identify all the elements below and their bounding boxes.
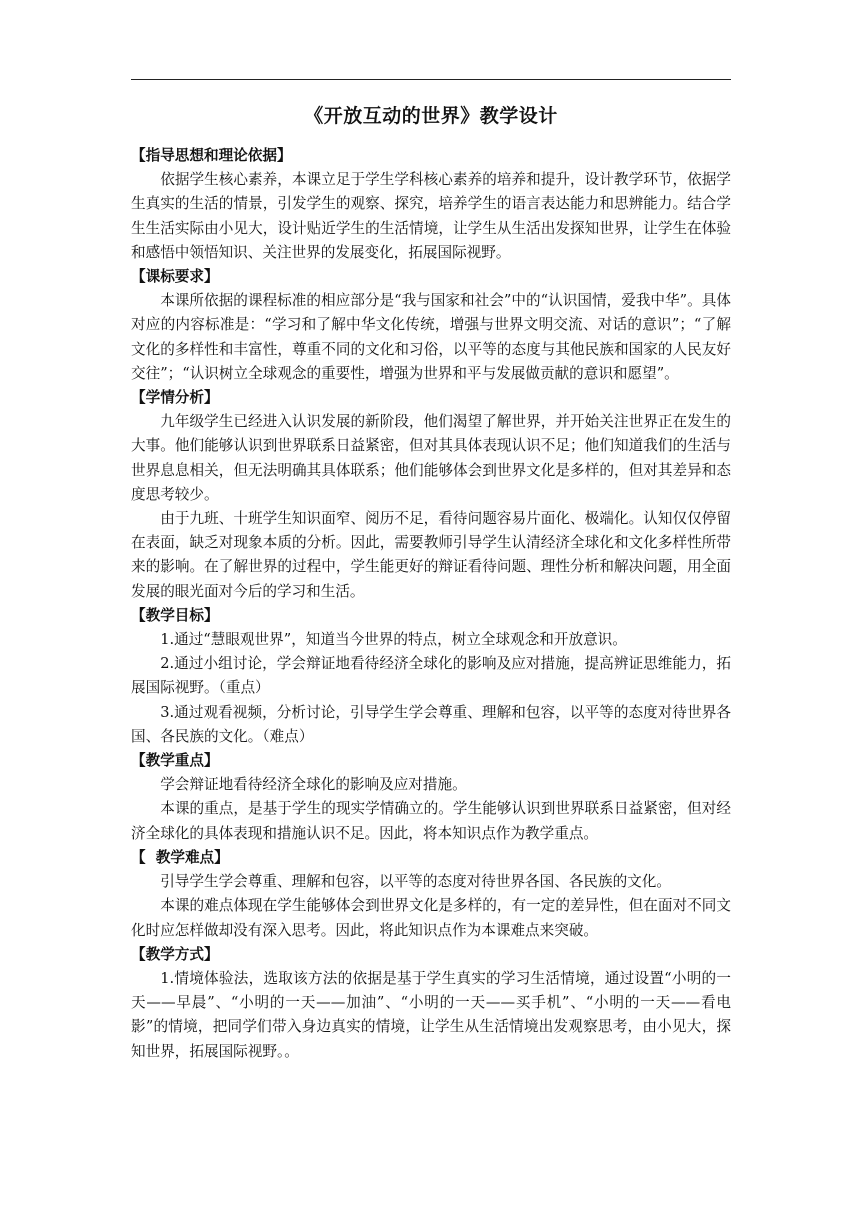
section-heading: 【 教学难点】 <box>131 848 229 866</box>
document-body <box>131 144 731 1064</box>
header-rule <box>131 79 731 80</box>
section-heading: 【教学方式】 <box>131 945 219 963</box>
section-key-points <box>131 749 731 846</box>
section-heading: 【教学重点】 <box>131 752 219 770</box>
section-teaching-methods <box>131 943 731 1064</box>
paragraph: 由于九班、十班学生知识面窄、阅历不足，看待问题容易片面化、极端化。认知仅仅停留在表面，缺乏对现象本质的分析。因此，需要教师引导学生认清经济全球化和文化多样性所带来的影响。在了解世界的过程中，学生能更好的辩证看待问题、理性分析和解决问题，用全面发展的眼光面对今后的学习和生活。 <box>131 510 731 600</box>
objective-item: 3.通过观看视频，分析讨论，引导学生学会尊重、理解和包容，以平等的态度对待世界各国、各民族的文化。（难点） <box>131 703 731 745</box>
paragraph: 引导学生学会尊重、理解和包容，以平等的态度对待世界各国、各民族的文化。 <box>160 873 671 891</box>
section-heading: 【学情分析】 <box>131 389 219 407</box>
section-difficult-points <box>131 846 731 943</box>
paragraph: 学会辩证地看待经济全球化的影响及应对措施。 <box>160 776 467 794</box>
section-heading: 【课标要求】 <box>131 268 219 286</box>
document-page <box>131 0 731 1216</box>
paragraph: 本课的难点体现在学生能够体会到世界文化是多样的，有一定的差异性，但在面对不同文化时应怎样做却没有深入思考。因此，将此知识点作为本课难点来突破。 <box>131 897 731 939</box>
section-guiding-ideas <box>131 144 731 265</box>
document-title: 《开放互动的世界》教学设计 <box>304 105 558 127</box>
objective-item: 1.通过“慧眼观世界”，知道当今世界的特点，树立全球观念和开放意识。 <box>160 631 627 649</box>
section-teaching-objectives <box>131 604 731 749</box>
section-curriculum-requirements <box>131 265 731 386</box>
objective-item: 2.通过小组讨论，学会辩证地看待经济全球化的影响及应对措施，提高辨证思维能力，拓展国际视野。（重点） <box>131 655 731 697</box>
paragraph: 九年级学生已经进入认识发展的新阶段，他们渴望了解世界，并开始关注世界正在发生的大事。他们能够认识到世界联系日益紧密，但对其具体表现认识不足；他们知道我们的生活与世界息息相关，但无法明确其具体联系；他们能够体会到世界文化是多样的，但对其差异和态度思考较少。 <box>131 413 731 503</box>
section-heading: 【教学目标】 <box>131 606 219 624</box>
paragraph: 本课所依据的课程标准的相应部分是“我与国家和社会”中的“认识国情，爱我中华”。具体对应的内容标准是：“学习和了解中华文化传统，增强与世界文明交流、对话的意识”；“了解文化的多样性和丰富性，尊重不同的文化和习俗，以平等的态度与其他民族和国家的人民友好交往”；“认识树立全球观念的重要性，增强为世界和平与发展做贡献的意识和愿望”。 <box>131 292 731 382</box>
paragraph: 依据学生核心素养，本课立足于学生学科核心素养的培养和提升，设计教学环节，依据学生真实的生活的情景，引发学生的观察、探究，培养学生的语言表达能力和思辨能力。结合学生生活实际由小见大，设计贴近学生的生活情境，让学生从生活出发探知世界，让学生在体验和感悟中领悟知识、关注世界的发展变化，拓展国际视野。 <box>131 171 731 261</box>
method-item: 1.情境体验法，选取该方法的依据是基于学生真实的学习生活情境，通过设置“小明的一天——早晨”、“小明的一天——加油”、“小明的一天——买手机”、“小明的一天——看电影”的情境，把同学们带入身边真实的情境，让学生从生活情境出发观察思考，由小见大，探知世界，拓展国际视野。。 <box>131 969 731 1060</box>
section-learner-analysis <box>131 386 731 604</box>
paragraph: 本课的重点，是基于学生的现实学情确立的。学生能够认识到世界联系日益紧密，但对经济全球化的具体表现和措施认识不足。因此，将本知识点作为教学重点。 <box>131 800 731 842</box>
section-heading: 【指导思想和理论依据】 <box>131 147 292 164</box>
